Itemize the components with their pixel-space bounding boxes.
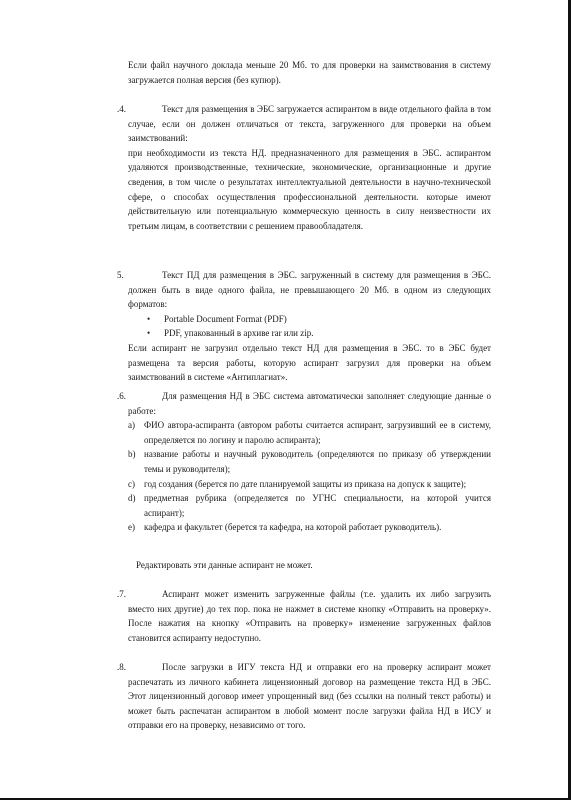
data-fields-list <box>128 418 491 535</box>
section-number: .8. <box>117 662 126 672</box>
section-number: .4. <box>117 104 126 114</box>
list-item-text: кафедра и факультет (берется та кафедра, на которой работает руководитель). <box>144 522 442 533</box>
list-item-text: название работы и научный руководитель (определяются по приказу об утверждении темы и руководителя); <box>144 449 491 474</box>
section-body: Если аспирант не загрузил отдельно текст НД для размещения в ЭБС. то в ЭБС будет размещена та версия работы, которую аспирант загрузил для проверки на объем заимствований в системе «Антиплагиат». <box>128 342 491 383</box>
section-6-note <box>136 558 496 573</box>
section-5 <box>128 268 491 385</box>
section-number: 5. <box>117 270 124 280</box>
section-text: После загрузки в ИГУ текста НД и отправки его на проверку аспирант может распечатать из личного кабинета лицензионный договор на размещение текста НД в ЭБС. Этот лицензионный договор имеет упрощенный вид (без ссылки на полный текст работы) и может быть распечатан аспирантом в любой момент после загрузки файла НД в ИСУ и отправки его на проверку, независимо от того. <box>128 662 491 731</box>
list-item <box>128 477 491 492</box>
section-4 <box>128 102 491 233</box>
list-item-text: Portable Document Format (PDF) <box>164 313 287 324</box>
section-lead: Текст ПД для размещения в ЭБС. загруженный в систему для размещения в ЭБС. должен быть в виде одного файла, не превышающего 20 Мб. в одном из следующих форматов: <box>128 270 491 310</box>
list-item <box>128 326 491 341</box>
section-text: Аспирант может изменить загруженные файлы (т.е. удалить их либо загрузить вместо них другие) до тех пор. пока не нажмет в системе кнопку «Отправить на проверку». После нажатия на кнопку «Отправить на проверку» изменение загруженных файлов становится аспиранту недоступно. <box>128 589 491 643</box>
bullet-icon: • <box>147 328 151 339</box>
section-6 <box>128 389 491 535</box>
list-letter: e) <box>128 522 135 533</box>
list-letter: a) <box>128 420 135 431</box>
section-7 <box>128 587 491 645</box>
list-item-text: год создания (берется по дате планируемой защиты из приказа на допуск к защите); <box>144 478 467 489</box>
section-lead: Текст для размещения в ЭБС загружается аспирантом в виде отдельного файла в том случае, если он должен отличаться от текста, загруженного для проверки на объем заимствований: <box>128 104 491 144</box>
paragraph-text: Если файл научного доклада меньше 20 Мб. то для проверки на заимствования в систему загружается полная версия (без купюр). <box>128 60 491 85</box>
list-item <box>128 312 491 327</box>
list-item <box>128 418 491 447</box>
list-item-text: ФИО автора-аспиранта (автором работы считается аспирант, загрузивший ее в систему, определяется по логину и паролю аспиранта); <box>144 420 491 445</box>
format-list <box>128 312 491 341</box>
list-item <box>128 520 491 535</box>
list-item <box>128 491 491 520</box>
bullet-icon: • <box>147 313 151 324</box>
section-lead: Для размещения НД в ЭБС система автоматически заполняет следующие данные о работе: <box>128 391 491 416</box>
list-item-text: предметная рубрика (определяется по УГНС специальности, на которой учится аспирант); <box>144 493 491 518</box>
list-item <box>128 447 491 476</box>
list-letter: c) <box>128 478 135 489</box>
list-letter: b) <box>128 449 136 460</box>
list-letter: d) <box>128 493 136 504</box>
section-body: при необходимости из текста НД. предназначенного для размещения в ЭБС. аспирантом удаляются производственные, технические, экономические, организационные и другие сведения, в том числе о результатах интеллектуальной деятельности в научно-технической сфере, о способах осуществления профессиональной деятельности. которые имеют действительную или потенциальную коммерческую ценность в силу неизвестности их третьим лицам, в соответствии с решением правообладателя. <box>128 147 491 231</box>
paragraph-intro <box>128 58 491 87</box>
section-number: .7. <box>117 589 126 599</box>
section-8 <box>128 660 491 733</box>
note-text: Редактировать эти данные аспирант не может. <box>136 560 313 570</box>
list-item-text: PDF, упакованный в архиве rar или zip. <box>164 328 314 339</box>
section-number: .6. <box>117 391 126 401</box>
